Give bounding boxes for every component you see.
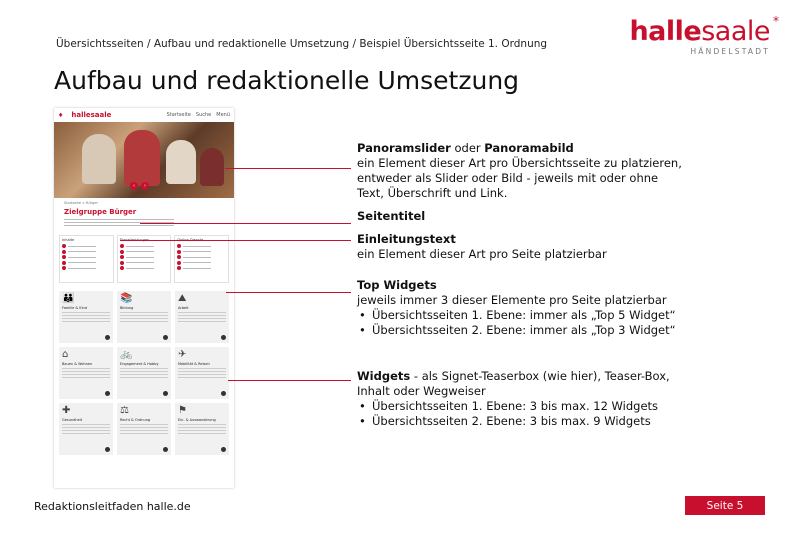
page-title: Aufbau und redaktionelle Umsetzung xyxy=(54,66,520,95)
widget-tile: ✈ Mobilität & Reisen xyxy=(175,347,229,399)
widget-tile: ⚖ Recht & Ordnung xyxy=(117,403,171,455)
panorama-slider xyxy=(54,122,234,198)
location-pin-icon: ♦ xyxy=(58,111,64,119)
connector-line xyxy=(120,240,351,241)
mockup-nav-item: Menü xyxy=(216,112,230,118)
annotation-widgets: Widgets - als Signet-Teaserbox (wie hier), Teaser-Box, Inhalt oder Wegweiser • Übersichtsseiten 1. Ebene: 3 bis max. 12 Widgets • Übersichtsseiten 2. Ebene: 3 bis max. 9 Widgets xyxy=(357,369,687,429)
mockup-nav-item: Suche xyxy=(195,112,212,118)
slider-arrows xyxy=(130,182,149,190)
airplane-icon: ✈ xyxy=(178,349,187,360)
bullet-item: • Übersichtsseiten 1. Ebene: immer als „Top 5 Widget“ xyxy=(357,308,687,323)
arrow-left-icon: ‹ xyxy=(130,182,138,190)
annotation-panorama: Panoramslider oder Panoramabild ein Element dieser Art pro Übersichtsseite zu platzieren, entweder als Slider oder Bild - jeweils mit oder ohne Text, Überschrift und Link. xyxy=(357,141,682,200)
connector-line xyxy=(140,223,351,224)
widget-tile: 📚 Bildung xyxy=(117,291,171,343)
top-widget xyxy=(174,235,229,283)
annotation-einleitungstext: Einleitungstext ein Element dieser Art pro Seite platzierbar xyxy=(357,232,607,261)
widget-tile: 👪 Familie & Kind xyxy=(59,291,113,343)
widget-tile: 🚲 Engagement & Hobby xyxy=(117,347,171,399)
books-icon: 📚 xyxy=(120,293,133,304)
top-widgets xyxy=(54,235,234,283)
top-widget: Inhalte xyxy=(59,235,114,283)
mockup-nav-item: Startseite xyxy=(166,112,191,118)
bullet-item: • Übersichtsseiten 2. Ebene: immer als „Top 3 Widget“ xyxy=(357,323,687,338)
page-mockup xyxy=(54,108,234,488)
connector-line xyxy=(226,292,351,293)
mockup-logo: hallesaale xyxy=(71,111,112,119)
arrow-right-icon: › xyxy=(141,182,149,190)
house-icon: ⌂ xyxy=(62,349,69,360)
mockup-topbar xyxy=(54,108,234,122)
bullet-item: • Übersichtsseiten 2. Ebene: 3 bis max. 9 Widgets xyxy=(357,414,687,429)
connector-line xyxy=(228,380,351,381)
mockup-breadcrumb: Startseite > Bürger xyxy=(64,201,98,205)
page-number: Seite 5 xyxy=(685,496,765,515)
widget-tile: ⚑ Ein- & Auswanderung xyxy=(175,403,229,455)
family-icon: 👪 xyxy=(62,293,75,304)
connector-line xyxy=(225,168,351,169)
logo-star: * xyxy=(773,14,779,28)
widget-tile: ⌂ Bauen & Wohnen xyxy=(59,347,113,399)
flag-icon: ⚑ xyxy=(178,405,187,416)
mountain-icon: ⛰ xyxy=(178,293,187,304)
footer-text: Redaktionsleitfaden halle.de xyxy=(34,500,191,513)
halle-saale-logo: hallesaale * HÄNDELSTADT xyxy=(629,14,779,56)
bullet-item: • Übersichtsseiten 1. Ebene: 3 bis max. 12 Widgets xyxy=(357,399,687,414)
widget-tile: ✚ Gesundheit xyxy=(59,403,113,455)
breadcrumb: Übersichtsseiten / Aufbau und redaktionelle Umsetzung / Beispiel Übersichtsseite 1. Ordnung xyxy=(56,38,548,50)
annotation-top-widgets: Top Widgets jeweils immer 3 dieser Elemente pro Seite platzierbar • Übersichtsseiten 1. Ebene: immer als „Top 5 Widget“ • Übersichtsseiten 2. Ebene: immer als „Top 3 Widget“ xyxy=(357,278,687,338)
annotation-seitentitel: Seitentitel xyxy=(357,209,426,223)
widget-grid xyxy=(54,291,234,455)
logo-tagline: HÄNDELSTADT xyxy=(690,47,770,56)
scales-icon: ⚖ xyxy=(120,405,129,416)
bicycle-icon: 🚲 xyxy=(120,349,133,360)
widget-tile: ⛰ Arbeit xyxy=(175,291,229,343)
top-widget xyxy=(117,235,172,283)
mockup-page-title: Zielgruppe Bürger xyxy=(64,208,137,216)
first-aid-icon: ✚ xyxy=(62,405,71,416)
